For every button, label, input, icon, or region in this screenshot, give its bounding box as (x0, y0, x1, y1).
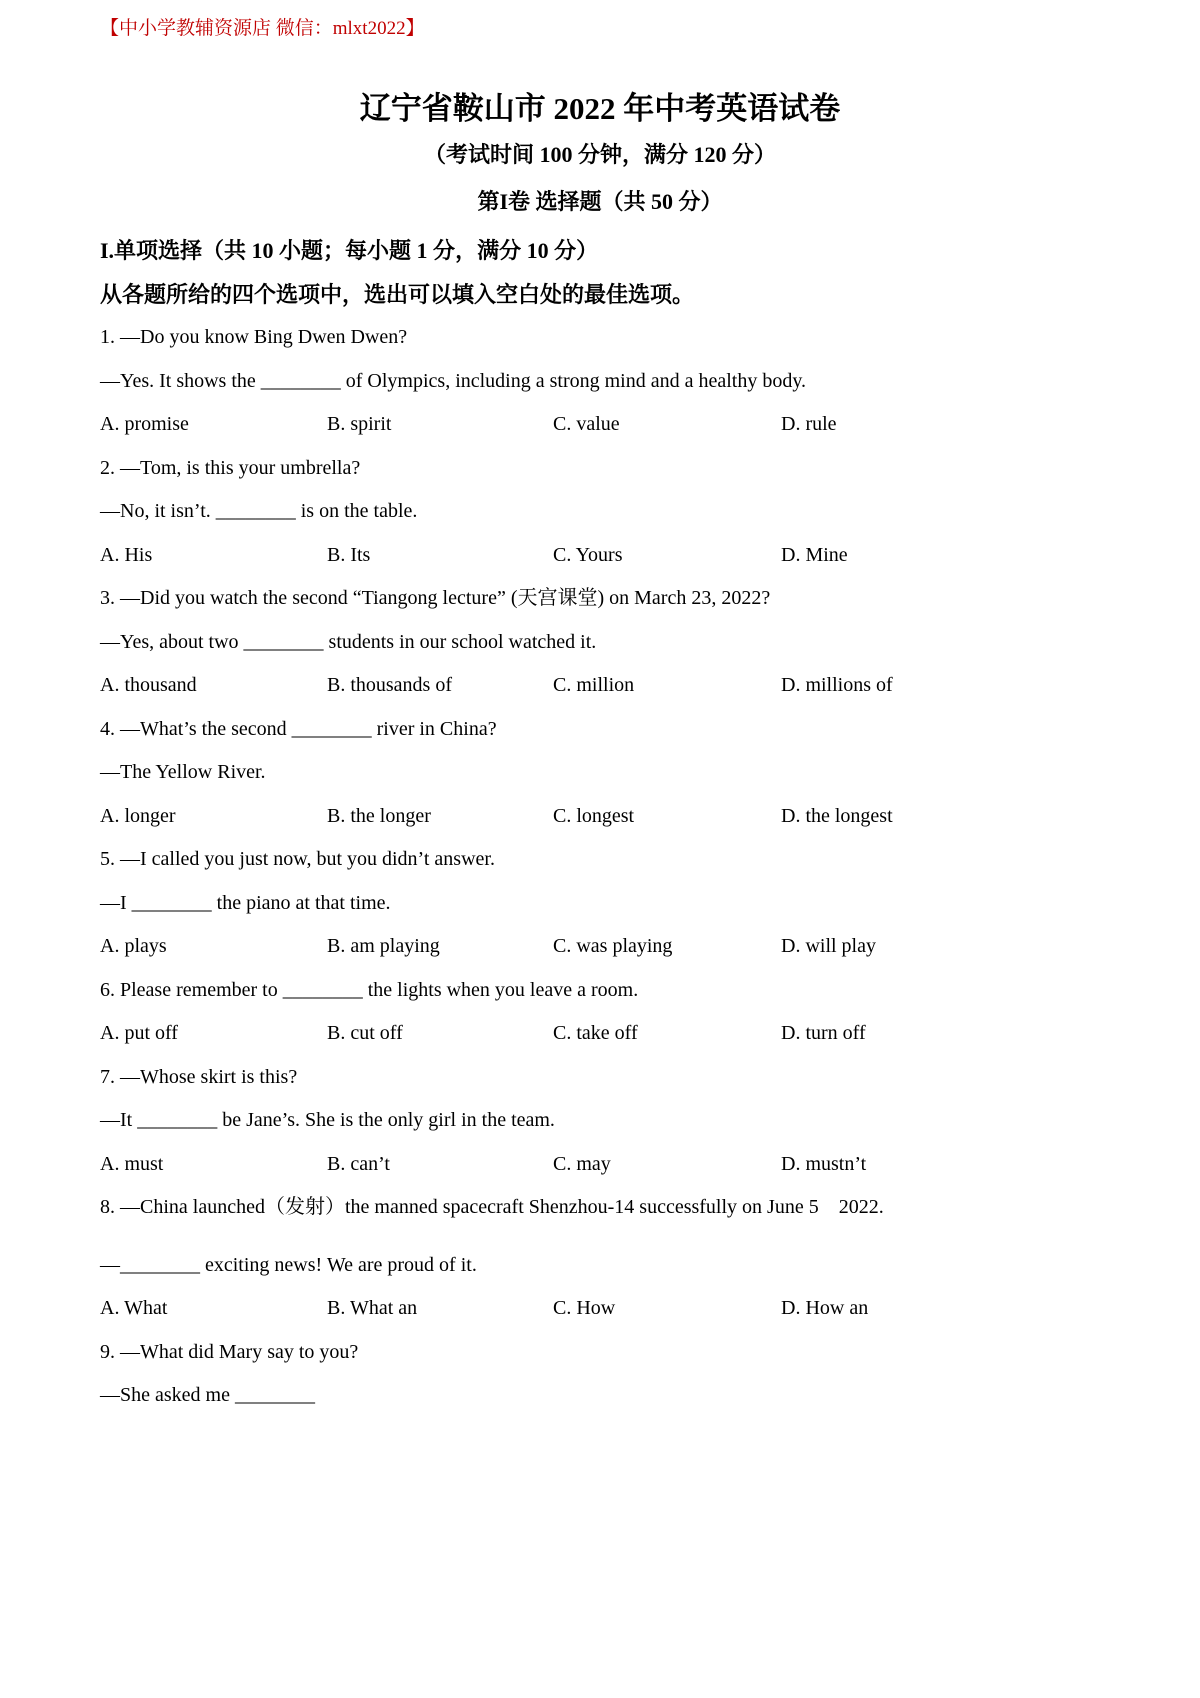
question-response: —It ________ be Jane’s. She is the only girl in the team. (100, 1109, 555, 1131)
question-response: —No, it isn’t. ________ is on the table. (100, 500, 418, 522)
option-c: C. How (553, 1297, 616, 1319)
question-5 (100, 838, 1160, 969)
question-response: —Yes, about two ________ students in our school watched it. (100, 630, 597, 653)
option-b: B. the longer (327, 804, 431, 827)
option-b: B. am playing (327, 935, 440, 957)
question-6 (100, 969, 1160, 1056)
option-b: B. What an (327, 1297, 418, 1319)
options-row (100, 1012, 1160, 1056)
options-row (100, 664, 1160, 708)
option-d: D. the longest (781, 804, 893, 827)
question-response: —She asked me ________ (100, 1384, 315, 1406)
question-4 (100, 708, 1160, 839)
question-stem: 3. —Did you watch the second “Tiangong lecture” (天宫课堂) on March 23, 2022? (100, 587, 771, 609)
option-a: A. longer (100, 804, 176, 827)
option-b: B. cut off (327, 1022, 403, 1044)
question-2 (100, 447, 1160, 578)
option-b: B. can’t (327, 1152, 390, 1175)
option-b: B. thousands of (327, 674, 452, 696)
paper-title: 辽宁省鞍山市 2022 年中考英语试卷 (359, 91, 841, 126)
option-c: C. was playing (553, 935, 673, 957)
question-7 (100, 1056, 1160, 1187)
option-c: C. longest (553, 804, 635, 827)
question-3 (100, 577, 1160, 708)
option-c: C. may (553, 1152, 611, 1175)
question-stem: 1. —Do you know Bing Dwen Dwen? (100, 326, 408, 348)
question-stem: 9. —What did Mary say to you? (100, 1340, 359, 1363)
option-c: C. take off (553, 1022, 638, 1044)
option-a: A. promise (100, 413, 189, 435)
question-response: —Yes. It shows the ________ of Olympics, including a strong mind and a healthy body. (100, 369, 807, 392)
options-row (100, 795, 1160, 839)
question-stem: 7. —Whose skirt is this? (100, 1065, 298, 1088)
option-d: D. turn off (781, 1022, 866, 1044)
option-d: D. will play (781, 935, 876, 957)
section-1-heading: I.单项选择（共 10 小题；每小题 1 分，满分 10 分） (100, 238, 599, 263)
options-row (100, 534, 1160, 578)
section-1-instruction: 从各题所给的四个选项中，选出可以填入空白处的最佳选项。 (100, 282, 695, 307)
question-stem: 4. —What’s the second ________ river in China? (100, 717, 497, 740)
question-stem: 2. —Tom, is this your umbrella? (100, 456, 361, 479)
options-row (100, 925, 1160, 969)
option-a: A. must (100, 1152, 164, 1175)
question-response: —________ exciting news! We are proud of it. (100, 1253, 477, 1276)
option-d: D. How an (781, 1297, 869, 1319)
options-row (100, 1143, 1160, 1187)
option-d: D. millions of (781, 674, 893, 696)
option-c: C. value (553, 413, 620, 435)
option-a: A. thousand (100, 674, 197, 696)
option-d: D. mustn’t (781, 1152, 867, 1175)
options-row (100, 1287, 1160, 1331)
option-a: A. plays (100, 935, 167, 957)
option-b: B. Its (327, 543, 371, 566)
questions-list (100, 316, 1160, 1418)
question-stem: 5. —I called you just now, but you didn’t answer. (100, 848, 495, 870)
part-1-heading: 第I卷 选择题（共 50 分） (477, 189, 723, 214)
option-c: C. million (553, 674, 635, 696)
question-stem: 8. —China launched（发射）the manned spacecraft Shenzhou-14 successfully on June 5 2022. (100, 1196, 884, 1218)
question-response: —The Yellow River. (100, 761, 266, 783)
question-8 (100, 1186, 1160, 1331)
question-1 (100, 316, 1160, 447)
store-watermark: 【中小学教辅资源店 微信：mlxt2022】 (100, 18, 425, 39)
question-9 (100, 1331, 1160, 1418)
option-a: A. What (100, 1297, 168, 1319)
exam-time-score-subtitle: （考试时间 100 分钟，满分 120 分） (423, 142, 776, 167)
option-d: D. rule (781, 413, 837, 435)
option-a: A. His (100, 543, 153, 566)
question-response: —I ________ the piano at that time. (100, 891, 391, 914)
option-c: C. Yours (553, 543, 623, 566)
option-a: A. put off (100, 1022, 178, 1044)
options-row (100, 403, 1160, 447)
question-stem: 6. Please remember to ________ the lights when you leave a room. (100, 978, 639, 1001)
option-d: D. Mine (781, 543, 848, 566)
option-b: B. spirit (327, 413, 392, 435)
